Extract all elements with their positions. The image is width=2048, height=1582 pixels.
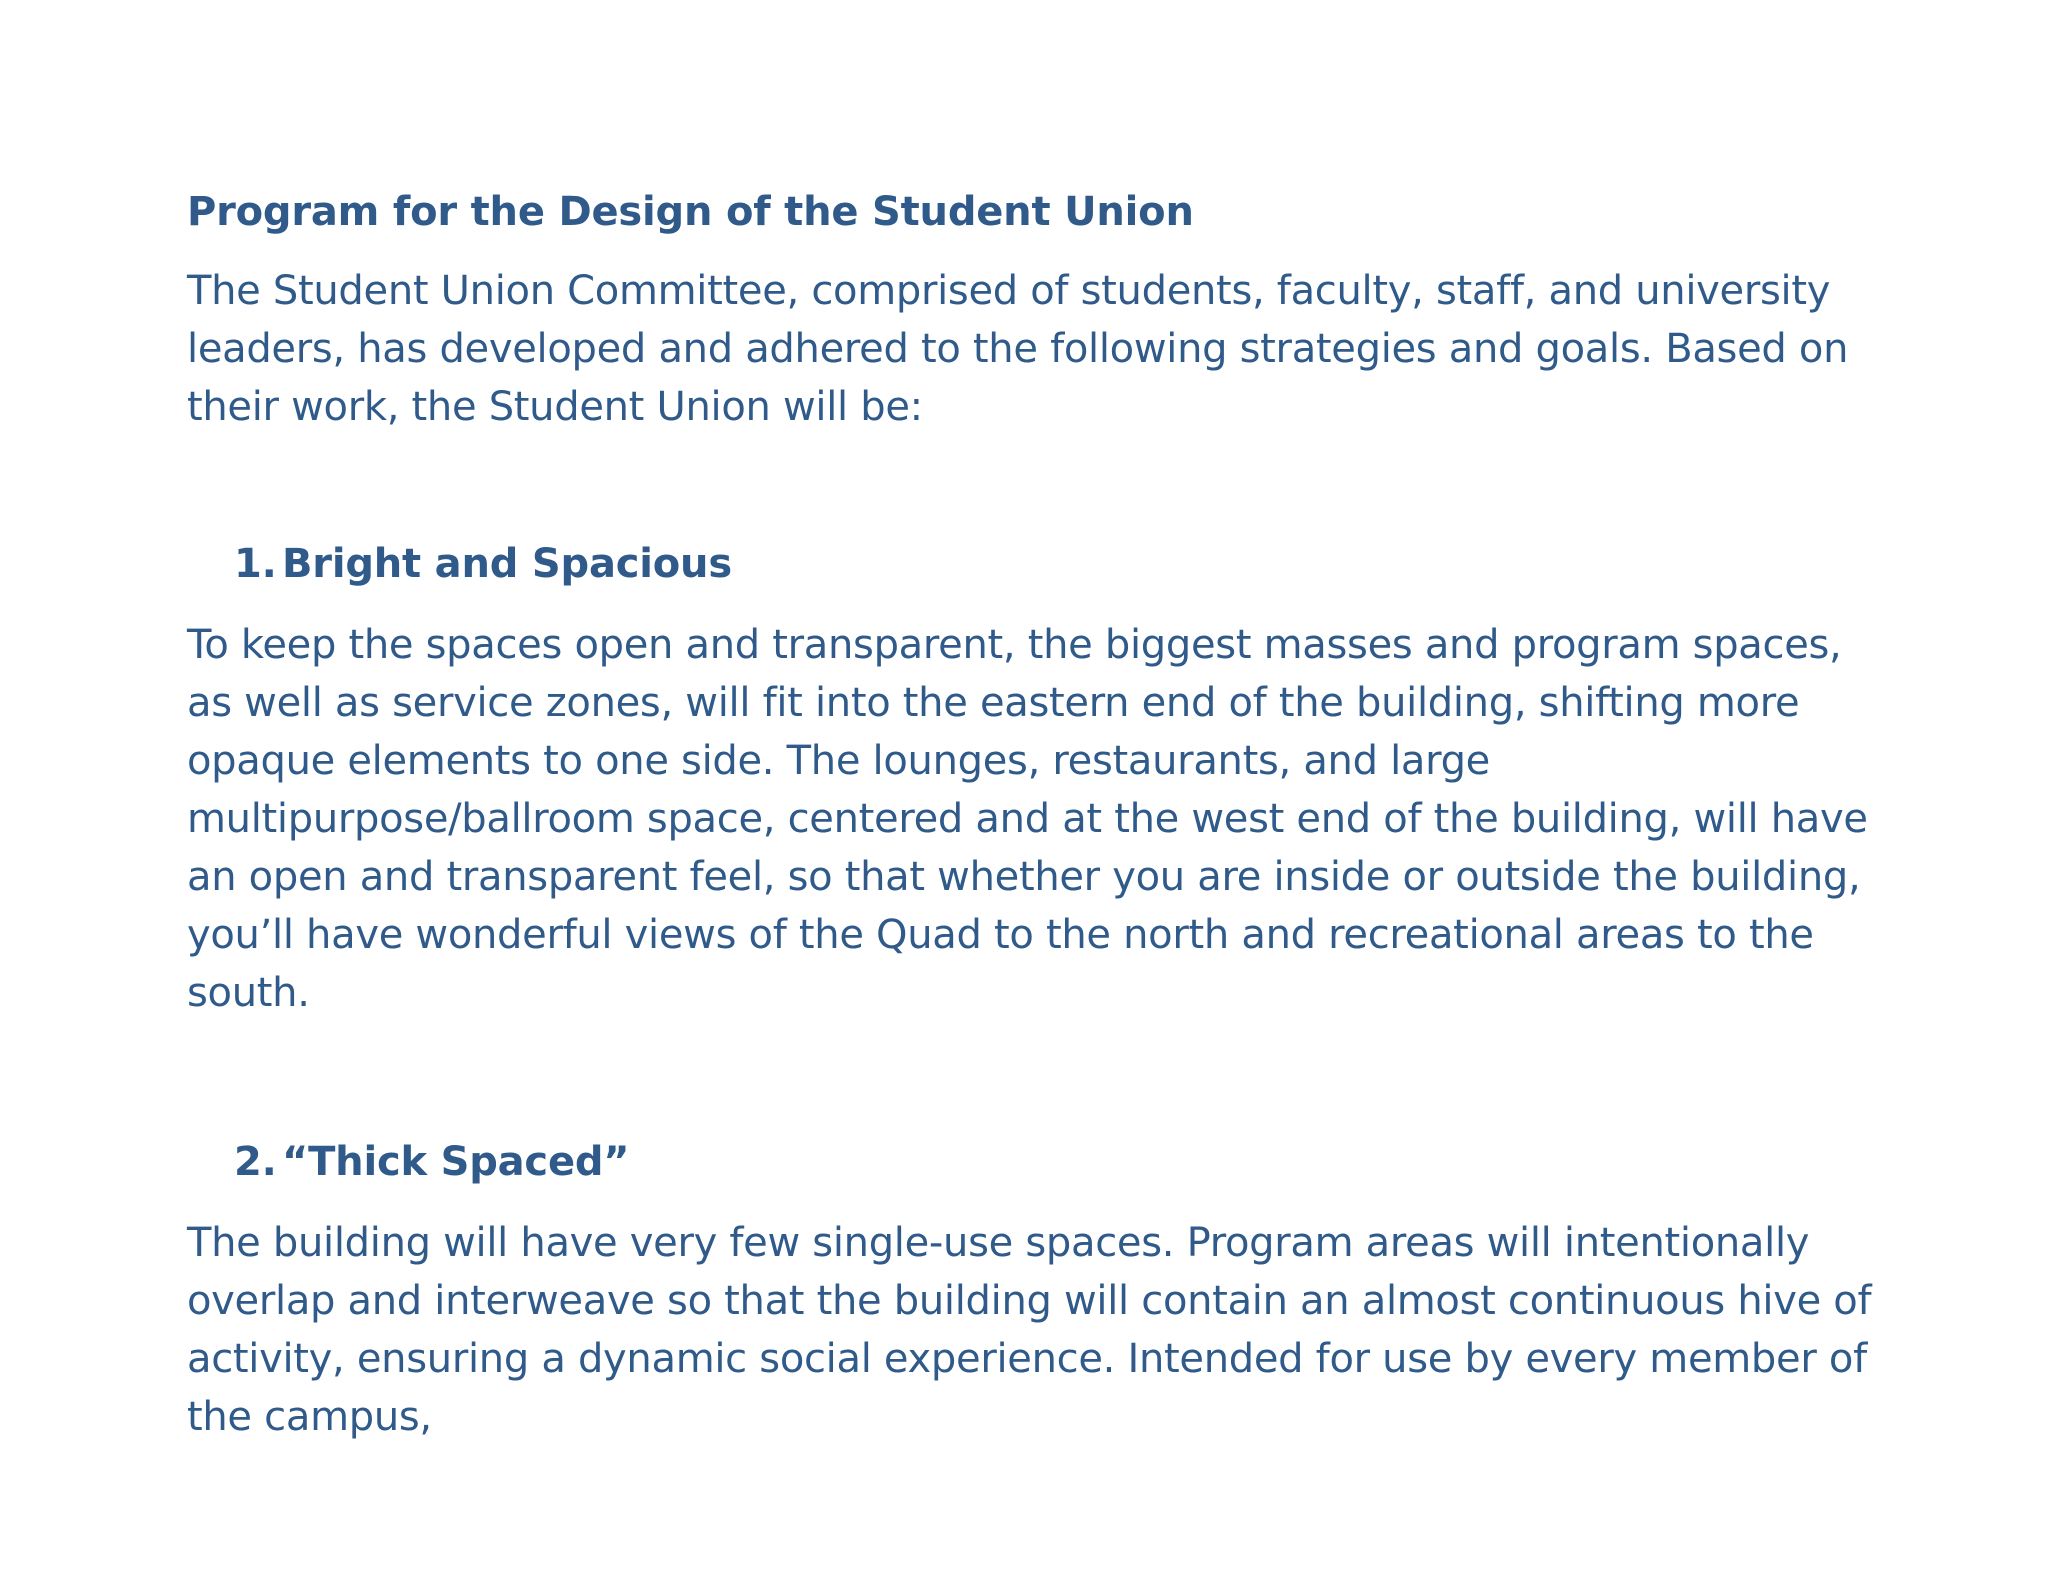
- document-title: Program for the Design of the Student Union: [187, 189, 1194, 235]
- section-bright-and-spacious: [187, 538, 1887, 1022]
- section-body: To keep the spaces open and transparent, the biggest masses and program spaces, as well as service zones, will fit into the eastern end of the building, shifting more opaque elements to one side. The lounges, restaurants, and large multipurpose/ballroom space, centered and at the west end of the building, will have an open and transparent feel, so that whether you are inside or outside the building, you’ll have wonderful views of the Quad to the north and recreational areas to the south.: [187, 622, 1868, 1016]
- section-heading-text: Bright and Spacious: [282, 541, 732, 587]
- section-body: The building will have very few single-use spaces. Program areas will intentionally overlap and interweave so that the building will contain an almost continuous hive of activity, ensuring a dynamic social experience. Intended for use by every member of the campus,: [187, 1220, 1872, 1440]
- section-number: 1.: [234, 541, 277, 587]
- intro-paragraph: The Student Union Committee, comprised of students, faculty, staff, and university leaders, has developed and adhered to the following strategies and goals. Based on their work, the Student Union will be:: [187, 268, 1849, 430]
- section-heading-text: “Thick Spaced”: [282, 1139, 630, 1185]
- section-heading: [187, 1136, 1887, 1188]
- section-number: 2.: [234, 1139, 277, 1185]
- section-thick-spaced: [187, 1136, 1887, 1446]
- section-heading: [187, 538, 1887, 590]
- document-content: [187, 186, 1887, 1446]
